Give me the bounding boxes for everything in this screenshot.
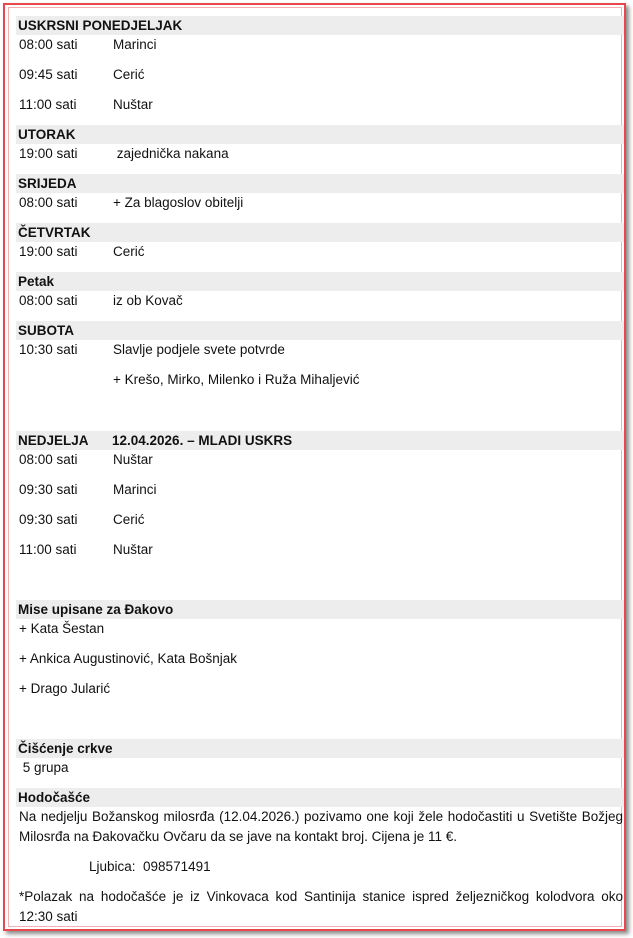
cleaning-text: 5 grupa bbox=[19, 760, 69, 775]
row-text: Nuštar bbox=[113, 97, 153, 112]
row-time: 08:00 sati bbox=[19, 195, 78, 210]
sunday-day: NEDJELJA bbox=[18, 433, 89, 448]
row-text: Nuštar bbox=[113, 542, 153, 557]
schedule-row bbox=[17, 242, 612, 262]
schedule-row bbox=[17, 95, 612, 115]
row-time: 08:00 sati bbox=[19, 37, 78, 52]
contact-line: Ljubica: 098571491 bbox=[89, 859, 211, 874]
list-item bbox=[17, 649, 612, 679]
pilgrimage-paragraph: Na nedjelju Božanskog milosrđa (12.04.2026.) pozivamo one koji žele hodočastiti u Svetište Božjeg Milosrđa na Đakovačku Ovčaru da se jave na kontakt broj. Cijena je 11 €. bbox=[19, 809, 623, 844]
row-time: 11:00 sati bbox=[19, 97, 77, 112]
schedule-row bbox=[17, 480, 612, 510]
schedule-row bbox=[17, 291, 612, 311]
row-text: zajednička nakana bbox=[113, 146, 229, 161]
djakovo-header: Mise upisane za Đakovo bbox=[16, 600, 624, 619]
row-time: 09:30 sati bbox=[19, 512, 78, 527]
row-text: Cerić bbox=[113, 67, 145, 82]
list-item bbox=[17, 679, 612, 699]
row-time: 08:00 sati bbox=[19, 452, 78, 467]
schedule-row bbox=[17, 35, 612, 65]
row-text: + Krešo, Mirko, Milenko i Ruža Mihaljević bbox=[113, 372, 360, 387]
row-text: Nuštar bbox=[113, 452, 153, 467]
schedule-row bbox=[17, 144, 612, 164]
cleaning-row bbox=[17, 758, 612, 778]
thursday-header: ČETVRTAK bbox=[16, 223, 624, 242]
list-item bbox=[17, 619, 612, 649]
schedule-row bbox=[17, 450, 612, 480]
list-item-text: + Ankica Augustinović, Kata Bošnjak bbox=[19, 651, 238, 666]
schedule-row bbox=[17, 340, 612, 370]
row-time: 09:45 sati bbox=[19, 67, 78, 82]
row-text: Marinci bbox=[113, 37, 157, 52]
saturday-header: SUBOTA bbox=[16, 321, 624, 340]
bulletin-page bbox=[3, 3, 626, 931]
row-time: 08:00 sati bbox=[19, 293, 78, 308]
row-time: 10:30 sati bbox=[19, 342, 78, 357]
schedule-row bbox=[17, 65, 612, 95]
pilgrimage-header: Hodočašće bbox=[16, 788, 624, 807]
row-text: + Za blagoslov obitelji bbox=[113, 195, 244, 210]
tuesday-header: UTORAK bbox=[16, 125, 624, 144]
row-text: Marinci bbox=[113, 482, 157, 497]
row-time: 19:00 sati bbox=[19, 146, 78, 161]
list-item-text: + Drago Jularić bbox=[19, 681, 111, 696]
list-item-text: + Kata Šestan bbox=[19, 621, 105, 636]
cleaning-header: Čišćenje crkve bbox=[16, 739, 624, 758]
row-time: 11:00 sati bbox=[19, 542, 77, 557]
wednesday-header: SRIJEDA bbox=[16, 174, 624, 193]
row-time: 19:00 sati bbox=[19, 244, 78, 259]
row-text: Cerić bbox=[113, 512, 145, 527]
friday-header: Petak bbox=[16, 272, 624, 291]
monday-header: USKRSNI PONEDJELJAK bbox=[16, 16, 624, 35]
schedule-row bbox=[17, 193, 612, 213]
schedule-row bbox=[17, 510, 612, 540]
schedule-row bbox=[17, 370, 612, 390]
row-time: 09:30 sati bbox=[19, 482, 78, 497]
row-text: Slavlje podjele svete potvrde bbox=[113, 342, 285, 357]
schedule-content bbox=[17, 16, 623, 927]
row-text: Cerić bbox=[113, 244, 145, 259]
sunday-header bbox=[16, 431, 624, 450]
departure-note: *Polazak na hodočašće je iz Vinkovaca kod Santinija stanice ispred željezničkog kolodvora oko 12:30 sati bbox=[19, 889, 623, 924]
sunday-date: 12.04.2026. – MLADI USKRS bbox=[112, 433, 293, 448]
row-text: iz ob Kovač bbox=[113, 293, 183, 308]
schedule-row bbox=[17, 540, 612, 560]
